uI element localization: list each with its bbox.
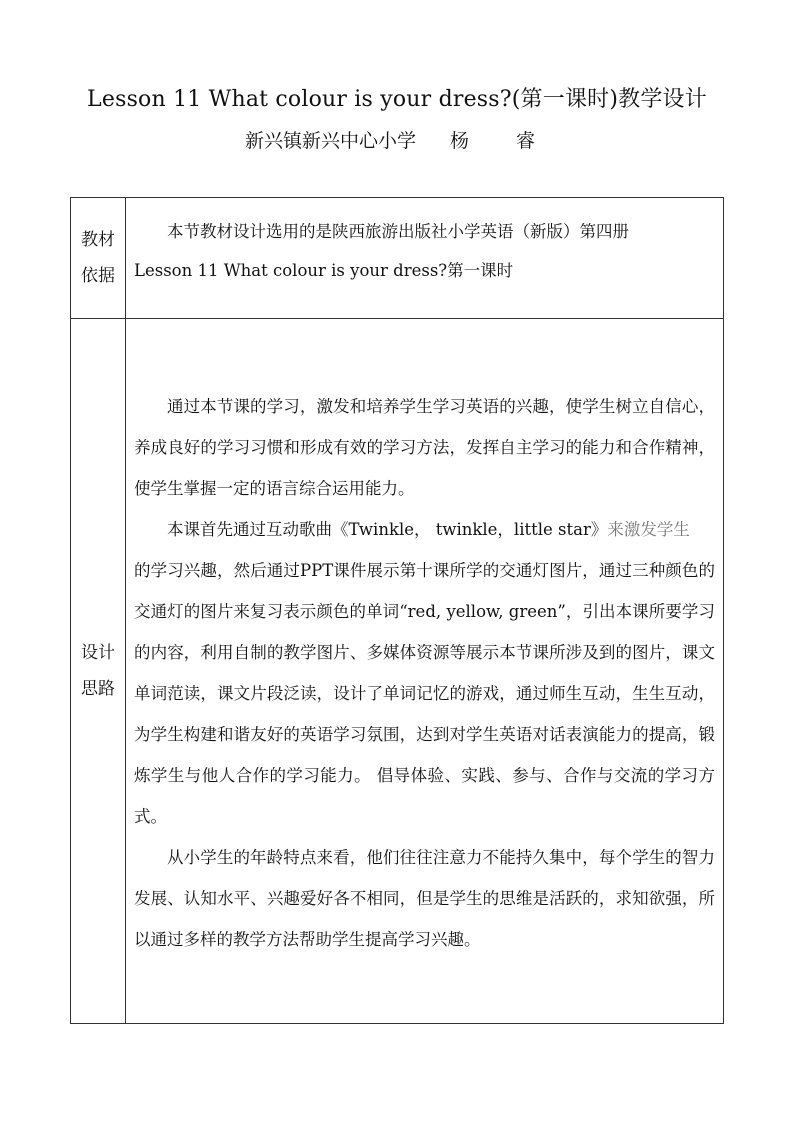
basis-content bbox=[126, 198, 724, 319]
row-label-basis bbox=[71, 198, 126, 319]
table-row bbox=[71, 198, 724, 319]
design-paragraph: 的学习兴趣，然后通过PPT课件展示第十课所学的交通灯图片，通过三种颜色的交通灯的图片来复习表示颜色的单词“red, yellow, green”，引出本课所要学习的内容，利用自制的教学图片、多媒体资源等展示本节课所涉及到的图片，课文单词范读，课文片段泛读，设计了单词记忆的游戏，通过师生互动，生生互动，为学生构建和谐友好的英语学习氛围，达到对学生英语对话表演能力的提高，锻炼学生与他人合作的学习能力。 倡导体验、实践、参与、合作与交流的学习方式。 bbox=[134, 561, 715, 826]
row-label-line: 设计 bbox=[81, 643, 115, 663]
teacher-name: 杨 睿 bbox=[450, 130, 550, 152]
basis-line: Lesson 11 What colour is your dress?第一课时 bbox=[134, 261, 514, 280]
table-row bbox=[71, 319, 724, 1024]
row-label-design bbox=[71, 319, 126, 1024]
document-title: Lesson 11 What colour is your dress?(第一课时)教学设计 bbox=[87, 87, 707, 112]
design-paragraph: 通过本节课的学习，激发和培养学生学习英语的兴趣，使学生树立自信心，养成良好的学习习惯和形成有效的学习方法，发挥自主学习的能力和合作精神，使学生掌握一定的语言综合运用能力。 bbox=[134, 397, 715, 498]
design-text: 本课首先通过互动歌曲《Twinkle， twinkle，little star》 bbox=[167, 520, 608, 539]
row-label-line: 教材 bbox=[81, 230, 115, 250]
author-line bbox=[0, 126, 794, 153]
design-paragraph bbox=[134, 509, 715, 550]
design-text: 来激发学生 bbox=[607, 520, 690, 539]
design-paragraph: 从小学生的年龄特点来看，他们往往注意力不能持久集中，每个学生的智力发展、认知水平、兴趣爱好各不相同，但是学生的思维是活跃的，求知欲强，所以通过多样的教学方法帮助学生提高学习兴趣。 bbox=[134, 848, 715, 949]
row-label-line: 依据 bbox=[81, 266, 115, 286]
design-content bbox=[126, 319, 724, 1024]
basis-line: 本节教材设计选用的是陕西旅游出版社小学英语（新版）第四册 bbox=[167, 222, 629, 241]
lesson-plan-table bbox=[70, 197, 724, 1024]
school-name: 新兴镇新兴中心小学 bbox=[244, 130, 416, 152]
row-label-line: 思路 bbox=[81, 679, 115, 699]
